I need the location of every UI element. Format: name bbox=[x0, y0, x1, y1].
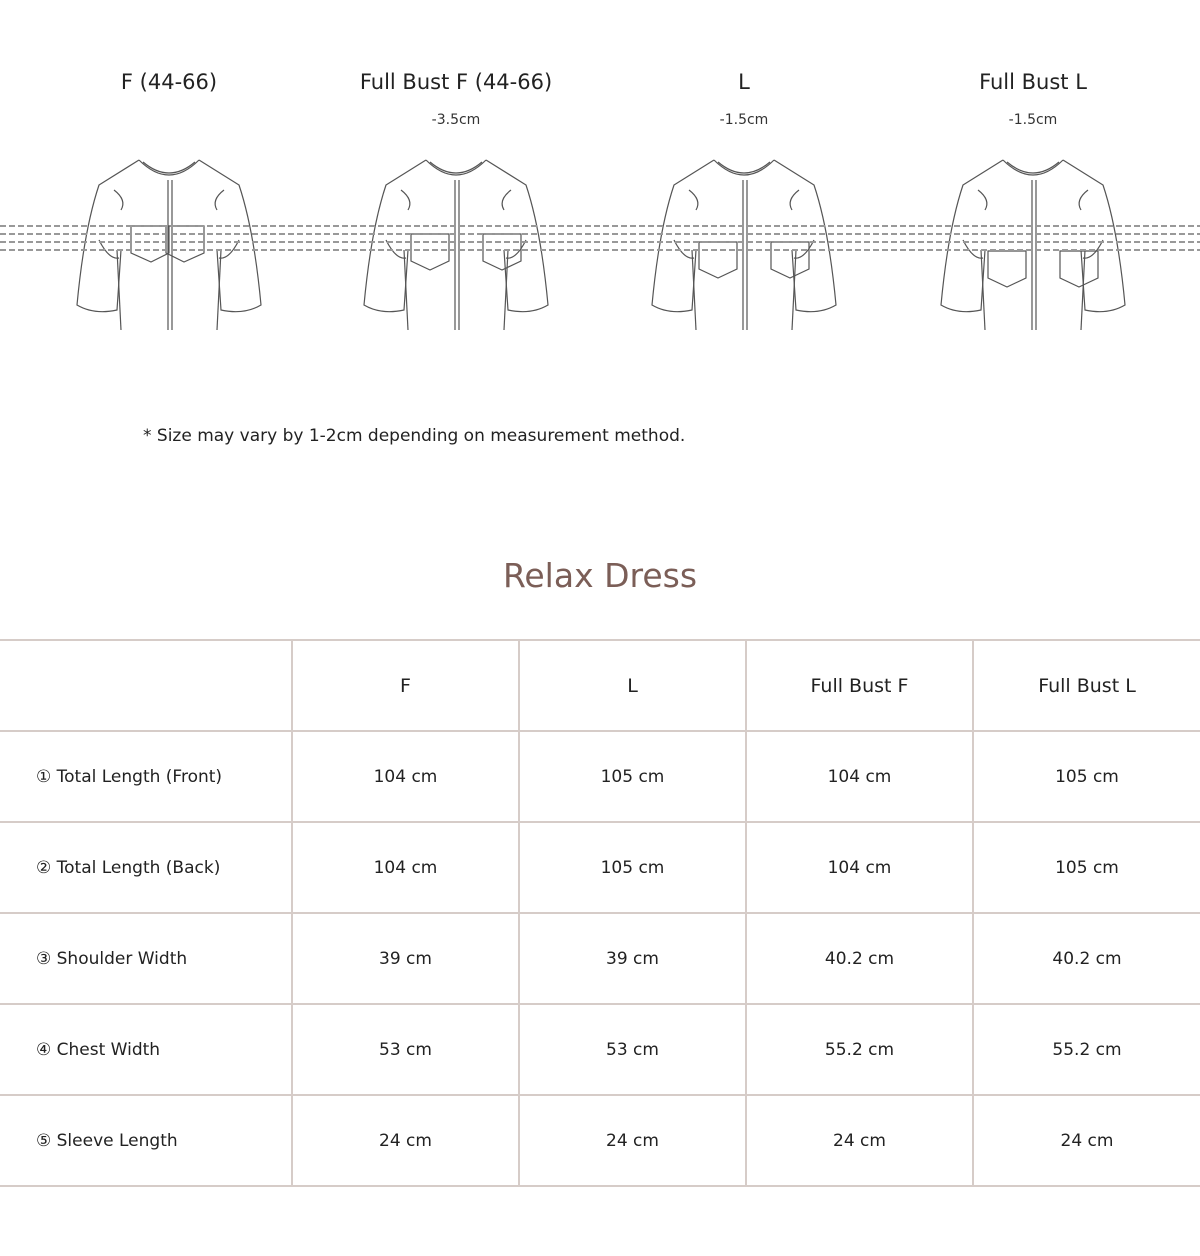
table-cell: 55.2 cm bbox=[973, 1004, 1200, 1095]
size-difference: -1.5cm bbox=[1008, 112, 1058, 128]
row-label: ① Total Length (Front) bbox=[0, 731, 292, 822]
size-title: Full Bust F (44-66) bbox=[359, 70, 553, 94]
table-cell: 24 cm bbox=[973, 1095, 1200, 1186]
row-label: ⑤ Sleeve Length bbox=[0, 1095, 292, 1186]
row-label: ③ Shoulder Width bbox=[0, 913, 292, 1004]
table-cell: 53 cm bbox=[519, 1004, 746, 1095]
table-cell: 104 cm bbox=[292, 731, 519, 822]
table-row bbox=[0, 913, 1200, 1004]
table-cell: 105 cm bbox=[519, 822, 746, 913]
table-header-row bbox=[0, 640, 1200, 731]
row-label: ② Total Length (Back) bbox=[0, 822, 292, 913]
table-cell: 105 cm bbox=[973, 822, 1200, 913]
table-row bbox=[0, 1004, 1200, 1095]
table-cell: 40.2 cm bbox=[973, 913, 1200, 1004]
table-cell: 39 cm bbox=[292, 913, 519, 1004]
table-row bbox=[0, 1095, 1200, 1186]
measurement-note: * Size may vary by 1-2cm depending on measurement method. bbox=[143, 426, 686, 446]
table-cell: 55.2 cm bbox=[746, 1004, 973, 1095]
table-cell: 53 cm bbox=[292, 1004, 519, 1095]
table-cell: 24 cm bbox=[519, 1095, 746, 1186]
table-header-cell: F bbox=[292, 640, 519, 731]
row-label: ④ Chest Width bbox=[0, 1004, 292, 1095]
size-column-l bbox=[594, 0, 894, 360]
table-cell: 105 cm bbox=[519, 731, 746, 822]
size-title: Full Bust L bbox=[979, 70, 1087, 94]
dress-illustration bbox=[69, 150, 269, 335]
product-title: Relax Dress bbox=[502, 556, 698, 595]
table-cell: 24 cm bbox=[746, 1095, 973, 1186]
size-title: L bbox=[738, 70, 750, 94]
table-header-cell: Full Bust F bbox=[746, 640, 973, 731]
table-row bbox=[0, 731, 1200, 822]
table-cell: 24 cm bbox=[292, 1095, 519, 1186]
size-illustrations bbox=[0, 0, 1200, 360]
table-cell: 104 cm bbox=[292, 822, 519, 913]
table-cell: 39 cm bbox=[519, 913, 746, 1004]
size-column-full-bust-f bbox=[306, 0, 606, 360]
size-column-f bbox=[19, 0, 319, 360]
table-header-cell: L bbox=[519, 640, 746, 731]
dress-illustration bbox=[644, 150, 844, 335]
table-row bbox=[0, 822, 1200, 913]
table-cell: 40.2 cm bbox=[746, 913, 973, 1004]
dress-illustration bbox=[933, 150, 1133, 335]
size-difference: -1.5cm bbox=[719, 112, 769, 128]
size-title: F (44-66) bbox=[120, 70, 218, 94]
dress-illustration bbox=[356, 150, 556, 335]
size-table bbox=[0, 639, 1200, 1187]
size-difference: -3.5cm bbox=[431, 112, 481, 128]
table-cell: 105 cm bbox=[973, 731, 1200, 822]
table-cell: 104 cm bbox=[746, 822, 973, 913]
table-cell: 104 cm bbox=[746, 731, 973, 822]
table-header-cell: Full Bust L bbox=[973, 640, 1200, 731]
size-column-full-bust-l bbox=[883, 0, 1183, 360]
table-header-cell bbox=[0, 640, 292, 731]
